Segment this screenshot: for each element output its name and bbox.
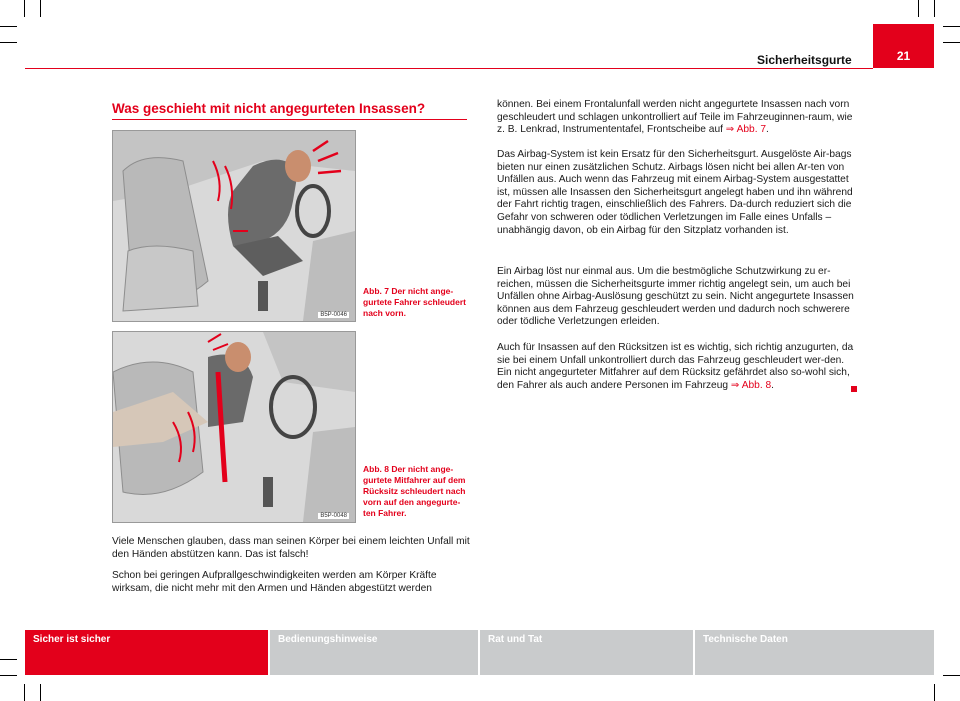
crop-mark [0, 42, 17, 43]
figure-reference-link[interactable]: ⇒ Abb. 7 [725, 124, 767, 136]
figure-code: B5P-0046 [320, 312, 347, 318]
footer-tab-label: Bedienungshinweise [278, 634, 378, 645]
figure-code: B5P-0048 [320, 513, 347, 519]
crop-mark [24, 0, 25, 17]
footer-tab-label: Technische Daten [703, 634, 788, 645]
crop-mark [934, 0, 935, 17]
paragraph: können. Bei einem Frontalunfall werden nicht angegurtete Insassen nach vorn geschleudert und schlagen unkontrolliert auf Teile im Fahrzeuginnen-raum, wie z. B. Lenkrad, Instrumententafel, Frontscheibe auf ⇒ Abb. 7. [497, 99, 853, 136]
footer-tab-sicher-ist-sicher[interactable] [25, 630, 268, 675]
header-rule [25, 68, 873, 69]
paragraph: Ein Airbag löst nur einmal aus. Um die bestmögliche Schutzwirkung zu er-reichen, müssen die Sicherheitsgurte immer richtig angelegt sein, um auch bei Unfällen ohne Airbag-Auslösung geschützt zu sein. Nicht angegurtete Insassen können aus dem Fahrzeug geschleudert werden und dadurch noch schwerere oder tödliche Verletzungen erleiden. [497, 266, 854, 328]
crop-mark [40, 0, 41, 17]
crop-mark [0, 26, 17, 27]
footer-tab-label: Rat und Tat [488, 634, 543, 645]
section-title: Was geschieht mit nicht angegurteten Insassen? [112, 101, 426, 116]
crop-mark [24, 684, 25, 701]
figure-reference-link[interactable]: ⇒ Abb. 8 [730, 379, 772, 391]
footer-tab-bedienungshinweise[interactable] [270, 630, 478, 675]
figure-caption: Abb. 7 Der nicht ange-gurtete Fahrer schleudert nach vorn. [363, 286, 466, 318]
paragraph: Das Airbag-System ist kein Ersatz für den Sicherheitsgurt. Ausgelöste Air-bags bieten nur einen zusätzlichen Schutz. Airbags lösen nicht bei allen Ar-ten von Unfällen aus. Auch wenn das Fahrzeug mit einem Airbag-System ausgestattet ist, müssen alle Insassen den Sicherheitsgurt angelegt haben und ihn während der Fahrt richtig tragen, einschließlich des Fahrers. Da-durch reduziert sich die Gefahr von schweren oder tödlichen Verletzungen im Falle eines Unfalls – unabhängig davon, ob ein Airbag für den Sitzplatz vorhanden ist. [497, 149, 853, 236]
footer-tab-rat-und-tat[interactable] [480, 630, 693, 675]
figure-driver-illustration [112, 130, 356, 322]
figure-rear-passenger-illustration [112, 331, 356, 523]
page-number: 21 [896, 49, 911, 63]
section-title-rule [112, 119, 467, 120]
crop-mark [0, 659, 17, 660]
footer-tab-label: Sicher ist sicher [33, 634, 111, 645]
crop-mark [40, 684, 41, 701]
paragraph: Schon bei geringen Aufprallgeschwindigkeiten werden am Körper Kräfte wirksam, die nicht mehr mit den Armen und Händen abgestützt werden [112, 570, 437, 594]
header-section-title: Sicherheitsgurte [757, 53, 852, 67]
section-end-mark [851, 386, 857, 392]
paragraph: Auch für Insassen auf den Rücksitzen ist es wichtig, sich richtig anzugurten, da sie bei einem Unfall unkontrolliert durch das Fahrzeug geschleudert wer-den. Ein nicht angegurteter Mitfahrer auf dem Rücksitz gefährdet also so-wohl sich, den Fahrer als auch andere Personen im Fahrzeug ⇒ Abb. 8. [497, 342, 854, 391]
paragraph: Viele Menschen glauben, dass man seinen Körper bei einem leichten Unfall mit den Händen abstützen kann. Das ist falsch! [112, 536, 470, 560]
crop-mark [0, 675, 17, 676]
figure-caption: Abb. 8 Der nicht ange-gurtete Mitfahrer auf dem Rücksitz schleudert nach vorn auf den angegurte-ten Fahrer. [363, 464, 466, 518]
footer-tab-technische-daten[interactable] [695, 630, 934, 675]
crop-mark [943, 42, 960, 43]
crop-mark [918, 0, 919, 17]
crop-mark [934, 684, 935, 701]
page-number-box [873, 24, 934, 68]
crop-mark [943, 26, 960, 27]
crop-mark [943, 675, 960, 676]
